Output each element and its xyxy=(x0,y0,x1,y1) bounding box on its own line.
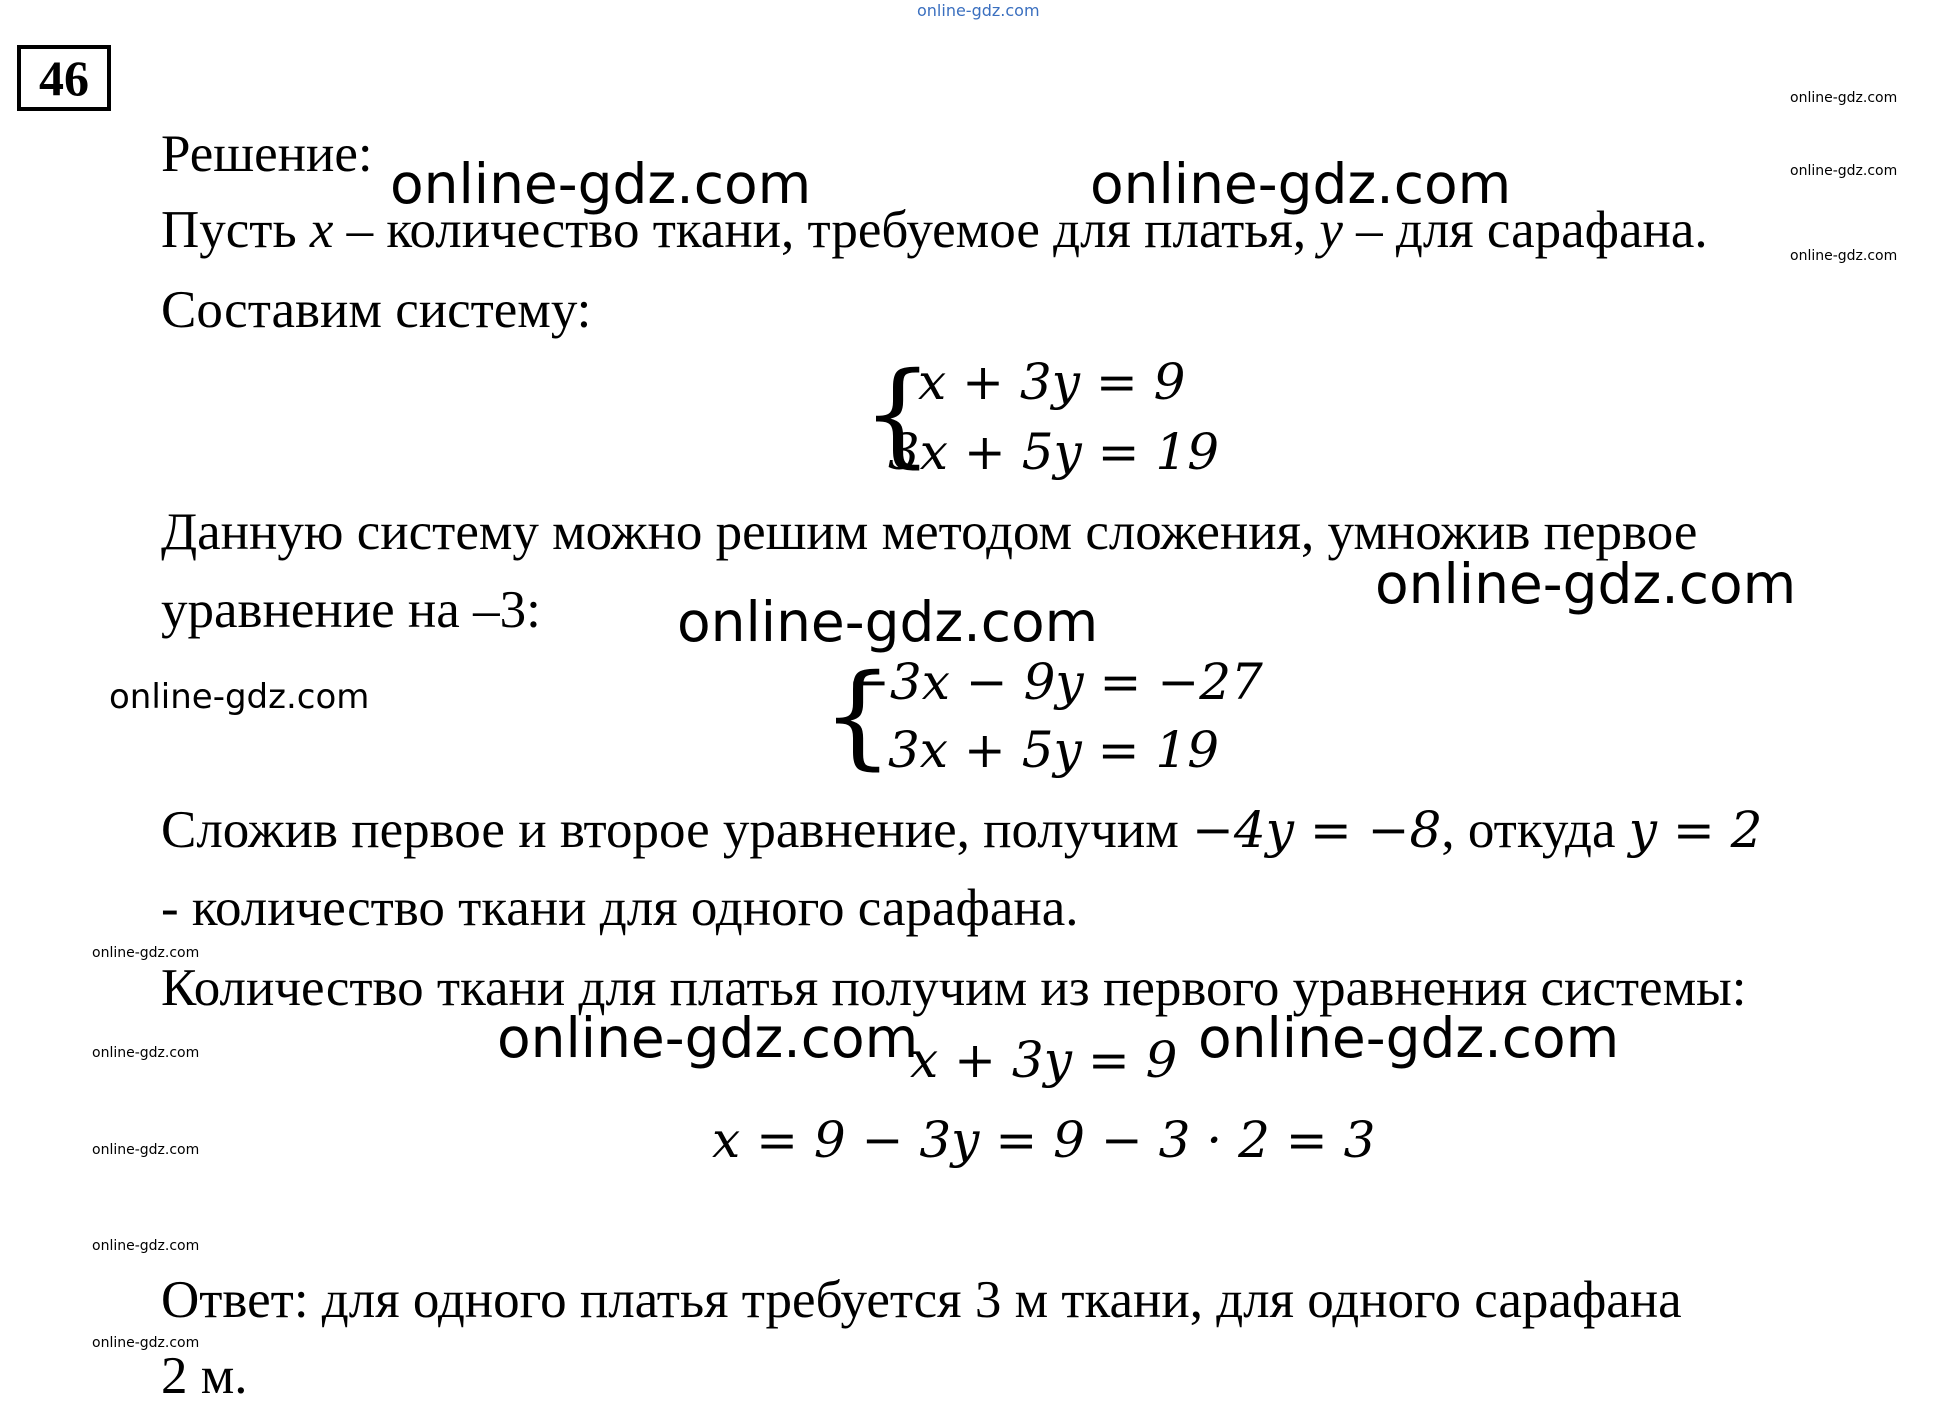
addition-statement: Сложив первое и второе уравнение, получим −4y = −8, откуда y = 2 xyxy=(161,801,1763,859)
system1-brace: { xyxy=(862,349,934,479)
method-line1: Данную систему можно решим методом сложения, умножив первое xyxy=(161,503,1698,561)
watermark-big: online-gdz.com xyxy=(677,590,1099,654)
problem-number-box: 46 xyxy=(17,45,111,111)
watermark-small: online-gdz.com xyxy=(1790,90,1898,106)
solution-label: Решение: xyxy=(161,125,373,183)
answer-line2: 2 м. xyxy=(161,1347,248,1405)
watermark-mid: online-gdz.com xyxy=(109,677,370,717)
watermark-big: online-gdz.com xyxy=(497,1006,919,1070)
watermark-big: online-gdz.com xyxy=(1198,1006,1620,1070)
watermark-big: online-gdz.com xyxy=(1375,552,1797,616)
system2-brace: { xyxy=(822,651,894,781)
watermark-small: online-gdz.com xyxy=(92,1045,200,1061)
system1-eq1: x + 3y = 9 xyxy=(918,353,1186,411)
watermark-big: online-gdz.com xyxy=(1090,152,1512,216)
method-line2: уравнение на –3: xyxy=(161,581,541,639)
sundress-fabric-text: - количество ткани для одного сарафана. xyxy=(161,879,1079,937)
watermark-small: online-gdz.com xyxy=(92,1142,200,1158)
let-part3: – для сарафана. xyxy=(1342,201,1708,259)
let-x: x xyxy=(309,201,334,259)
solve-eq2: x = 9 − 3y = 9 − 3 · 2 = 3 xyxy=(712,1111,1376,1169)
watermark-small: online-gdz.com xyxy=(92,1238,200,1254)
let-y: y xyxy=(1319,201,1343,259)
y-value-eq: y = 2 xyxy=(1628,801,1763,859)
system2-eq2: 3x + 5y = 19 xyxy=(888,721,1220,779)
watermark-small: online-gdz.com xyxy=(1790,163,1898,179)
answer-line1: Ответ: для одного платья требуется 3 м ткани, для одного сарафана xyxy=(161,1271,1682,1329)
compose-system-text: Составим систему: xyxy=(161,281,592,339)
system1-eq2: 3x + 5y = 19 xyxy=(888,423,1220,481)
watermark-small: online-gdz.com xyxy=(1790,248,1898,264)
header-watermark: online-gdz.com xyxy=(917,1,1040,20)
watermark-small: online-gdz.com xyxy=(92,945,200,961)
dress-fabric-text: Количество ткани для платья получим из первого уравнения системы: xyxy=(161,959,1747,1017)
addition-eq: −4y = −8 xyxy=(1192,801,1442,859)
watermark-small: online-gdz.com xyxy=(92,1335,200,1351)
solve-eq1: x + 3y = 9 xyxy=(910,1031,1178,1089)
watermark-big: online-gdz.com xyxy=(390,152,812,216)
let-part1: Пусть xyxy=(161,201,310,259)
let-part2: – количество ткани, требуемое для платья, xyxy=(333,201,1320,259)
system2-eq1: −3x − 9y = −27 xyxy=(848,653,1263,711)
